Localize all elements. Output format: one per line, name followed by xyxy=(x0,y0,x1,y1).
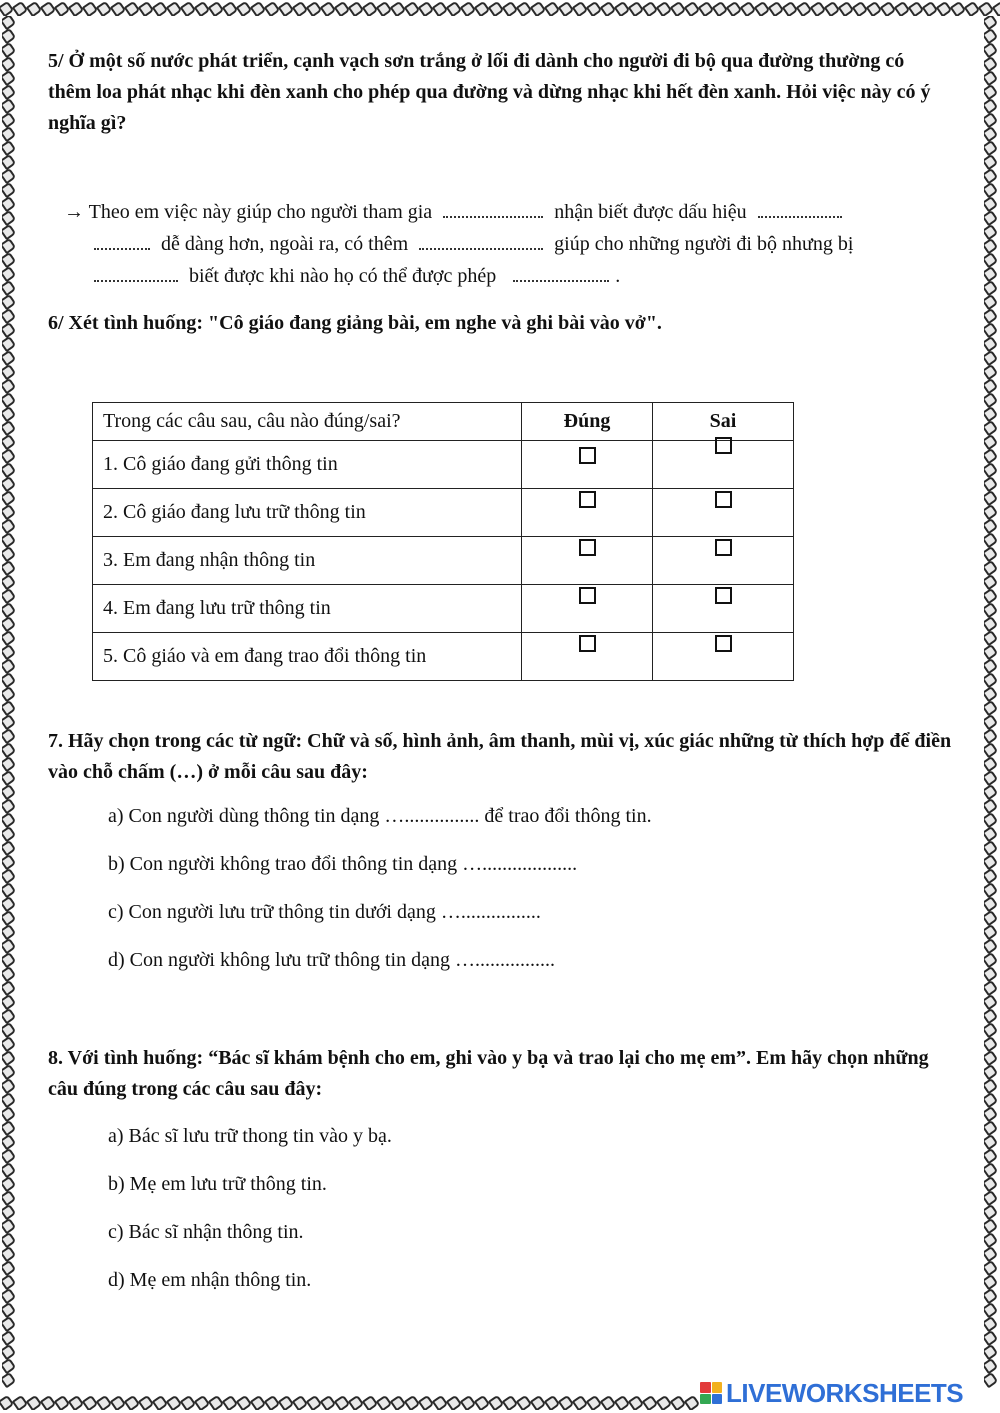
checkbox-false-4[interactable] xyxy=(715,587,732,604)
checkbox-false-5[interactable] xyxy=(715,635,732,652)
question-6: 6/ Xét tình huống: "Cô giáo đang giảng bài, em nghe và ghi bài vào vở". xyxy=(48,312,662,334)
list-item: a) Con người dùng thông tin dạng …............... để trao đổi thông tin. xyxy=(108,805,652,827)
question-7-items xyxy=(108,802,652,994)
list-item: d) Mẹ em nhận thông tin. xyxy=(108,1269,312,1291)
question-5-answer xyxy=(64,196,954,292)
question-7: 7. Hãy chọn trong các từ ngữ: Chữ và số, hình ảnh, âm thanh, mùi vị, xúc giác những từ thích hợp để điền vào chỗ chấm (…) ở mỗi câu sau đây: xyxy=(48,730,952,783)
checkbox-false-1[interactable] xyxy=(715,437,732,454)
question-8: 8. Với tình huống: “Bác sĩ khám bệnh cho em, ghi vào y bạ và trao lại cho mẹ em”. Em hãy chọn những câu đúng trong các câu sau đây: xyxy=(48,1047,929,1100)
decorative-border-left xyxy=(2,16,16,1396)
arrow-icon: → xyxy=(64,201,84,223)
list-item: c) Bác sĩ nhận thông tin. xyxy=(108,1221,304,1243)
answer-line-1: → Theo em việc này giúp cho người tham gia nhận biết được dấu hiệu xyxy=(64,196,954,228)
table-header: Trong các câu sau, câu nào đúng/sai? xyxy=(93,403,522,441)
liveworksheets-logo xyxy=(700,1378,963,1408)
answer-line-3: biết được khi nào họ có thể được phép . xyxy=(64,260,954,292)
blank-input-6[interactable] xyxy=(513,262,609,282)
decorative-border-right xyxy=(984,16,998,1396)
checkbox-true-4[interactable] xyxy=(579,587,596,604)
checkbox-true-2[interactable] xyxy=(579,491,596,508)
list-item: b) Mẹ em lưu trữ thông tin. xyxy=(108,1173,327,1195)
list-item: a) Bác sĩ lưu trữ thong tin vào y bạ. xyxy=(108,1125,392,1147)
list-item: d) Con người không lưu trữ thông tin dạng …................ xyxy=(108,949,555,971)
list-item: b) Con người không trao đổi thông tin dạng …................... xyxy=(108,853,578,875)
decorative-border-bottom xyxy=(0,1396,700,1410)
table-row: 5. Cô giáo và em đang trao đổi thông tin xyxy=(93,633,794,681)
table-row: 2. Cô giáo đang lưu trữ thông tin xyxy=(93,489,794,537)
blank-input-4[interactable] xyxy=(419,230,543,250)
checkbox-false-2[interactable] xyxy=(715,491,732,508)
checkbox-true-5[interactable] xyxy=(579,635,596,652)
blank-input-3[interactable] xyxy=(94,230,150,250)
true-false-table xyxy=(92,402,794,681)
blank-input-1[interactable] xyxy=(443,198,543,218)
logo-text: LIVEWORKSHEETS xyxy=(726,1377,964,1408)
table-row: 3. Em đang nhận thông tin xyxy=(93,537,794,585)
answer-line-2: dễ dàng hơn, ngoài ra, có thêm giúp cho những người đi bộ nhưng bị xyxy=(64,228,954,260)
blank-input-2[interactable] xyxy=(758,198,842,218)
checkbox-false-3[interactable] xyxy=(715,539,732,556)
column-false: Sai xyxy=(653,403,794,441)
table-row: 1. Cô giáo đang gửi thông tin xyxy=(93,441,794,489)
list-item: c) Con người lưu trữ thông tin dưới dạng …................ xyxy=(108,901,541,923)
logo-icon xyxy=(700,1382,722,1404)
question-8-items xyxy=(108,1122,392,1314)
question-5: 5/ Ở một số nước phát triển, cạnh vạch sơn trắng ở lối đi dành cho người đi bộ qua đường thường có thêm loa phát nhạc khi đèn xanh cho phép qua đường và dừng nhạc khi hết đèn xanh. Hỏi việc này có ý nghĩa gì? xyxy=(48,50,931,134)
checkbox-true-1[interactable] xyxy=(579,447,596,464)
checkbox-true-3[interactable] xyxy=(579,539,596,556)
column-true: Đúng xyxy=(522,403,653,441)
decorative-border-top xyxy=(0,2,1000,16)
table-row: 4. Em đang lưu trữ thông tin xyxy=(93,585,794,633)
blank-input-5[interactable] xyxy=(94,262,178,282)
